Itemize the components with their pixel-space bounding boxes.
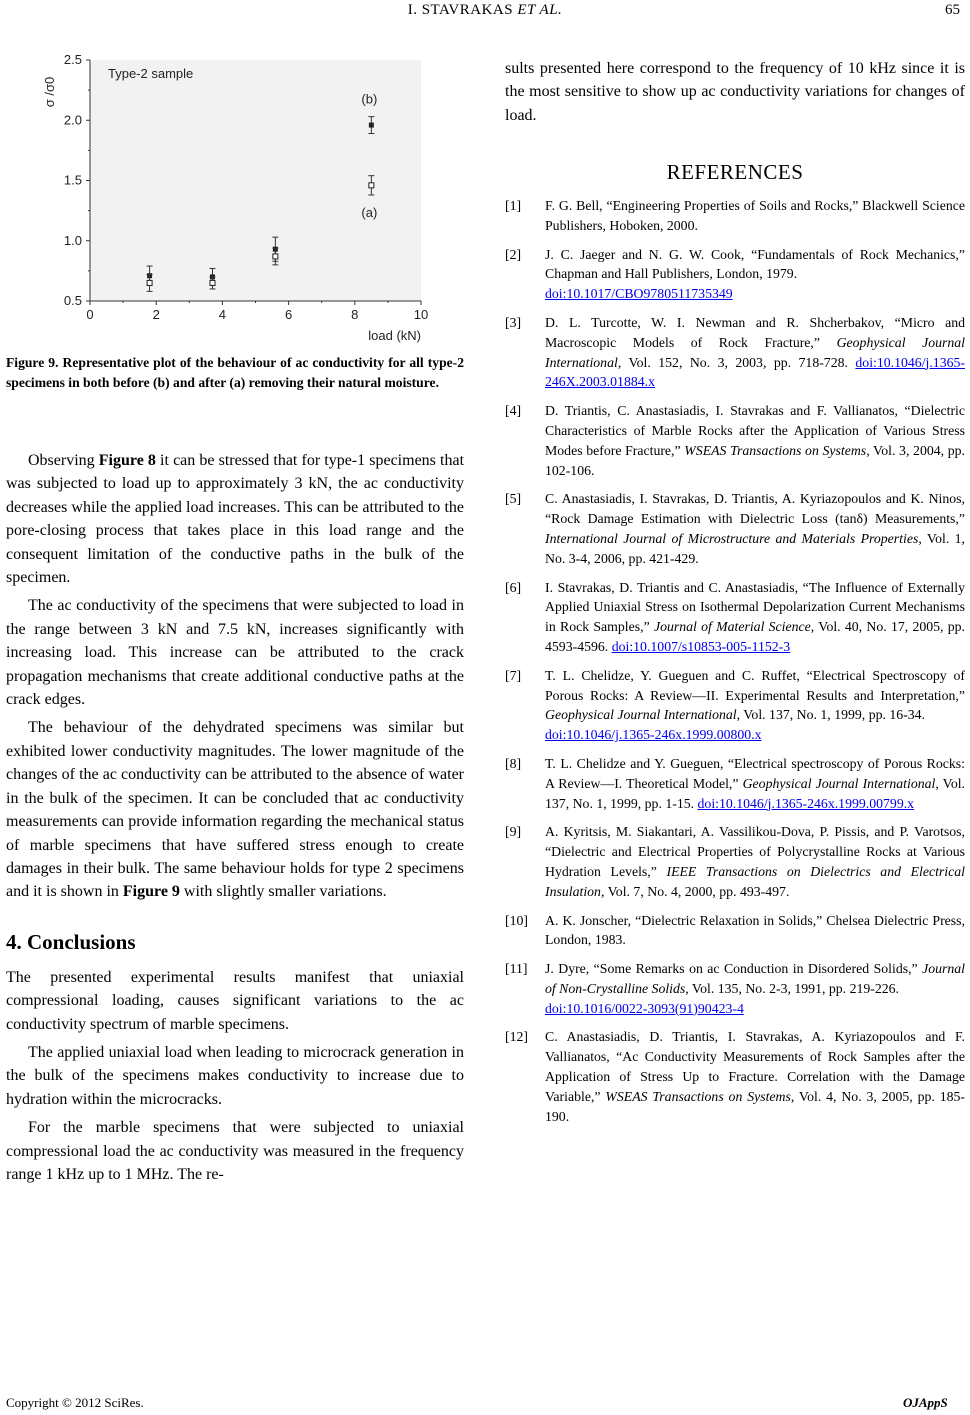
section-heading: 4. Conclusions [6,929,136,954]
reference-journal: Geophysical Journal International [742,775,936,791]
reference-text: C. Anastasiadis, I. Stavrakas, D. Triantis, A. Kyriazopoulos and K. Ninos, “Rock Damage Estimation with Dielectric Loss (tanδ) Measurements,” [545,491,965,527]
y-tick-label: 0.5 [63,293,82,308]
journal-name: OJAppS [903,1395,948,1410]
reference-details: , Vol. 152, No. 3, 2003, pp. 718-728. [617,354,856,370]
x-tick-label: 8 [351,307,359,322]
reference-text: J. C. Jaeger and N. G. W. Cook, “Fundamentals of Rock Mechanics,” Chapman and Hall Publishers, London, 1979. [545,246,965,282]
reference-journal: International Journal of Microstructure and Materials Properties [545,530,919,546]
figure-9 [40,50,440,345]
reference-text: D. Triantis, C. Anastasiadis, I. Stavrakas and F. Vallianatos, “Dielectric Characteristics of Marble Rocks after the Application of Various Stress Modes before Fracture,” [545,403,965,458]
reference-number: [6] [505,579,522,595]
x-tick-label: 0 [86,307,94,322]
reference-text: D. L. Turcotte, W. I. Newman and R. Shcherbakov, “Micro and Macroscopic Models of Rock Fracture,” [545,314,965,350]
y-tick-label: 2.5 [63,52,82,67]
reference-text: T. L. Chelidze and Y. Gueguen, “Electrical spectroscopy of Porous Rocks: A Review—I. Theoretical Model,” [545,755,965,791]
reference-journal: IEEE Transactions on Dielectrics and Electrical Insulation [545,863,965,899]
text-span: it can be stressed that for type-1 specimens that was subjected to load up to approximately 3 kN, the ac conductivity decreases while the applied load increases. This can be attributed to the pore-closing process that takes place in this load range and the consequent limitation of the conductive paths in the bulk of the specimen. [6,452,465,587]
reference-text: A. K. Jonscher, “Dielectric Relaxation in Solids,” Chelsea Dielectric Press, London, 1983. [545,912,965,948]
figure-ref: Figure 9 [122,883,180,901]
y-tick-label: 1.5 [63,172,82,188]
reference-item [505,196,965,236]
reference-item [505,959,965,1018]
reference-number: [1] [505,198,522,213]
reference-list [505,196,965,1135]
y-tick-label: 2.0 [63,112,82,128]
reference-number: [5] [505,491,522,507]
reference-details: , Vol. 40, No. 17, 2005, pp. 4593-4596. [545,619,965,654]
reference-details: , Vol. 137, No. 1, 1999, pp. 16-34. [736,707,926,723]
y-axis-label: σ /σ0 [42,76,57,108]
reference-item [505,245,965,304]
chart-title: Type-2 sample [108,66,194,81]
reference-journal: WSEAS Transactions on Systems [605,1088,791,1104]
paragraph-continued: sults presented here correspond to the frequency of 10 kHz since it is the most sensitive to show up ac conductivity variations for changes of load. [505,60,965,124]
reference-journal: Geophysical Journal International [545,334,965,370]
reference-number: [3] [505,314,522,330]
reference-item [505,401,965,480]
reference-journal: Journal of Material Science [653,619,811,635]
reference-item [505,911,965,951]
reference-text: F. G. Bell, “Engineering Properties of Soils and Rocks,” Blackwell Science Publishers, Hoboken, 2000. [545,198,965,233]
paragraph-1 [6,449,464,589]
reference-text: A. Kyritsis, M. Siakantari, A. Vassilikou-Dova, P. Pissis, and P. Varotsos, “Dielectric and Electrical Properties of Polycrystalline Rocks at Various Hydration Levels,” [545,824,965,879]
y-tick-label: 1.0 [63,232,82,248]
text-span: with slightly smaller variations. [179,883,387,901]
reference-details: , Vol. 7, No. 4, 2000, pp. 493-497. [600,883,790,899]
conductivity-chart [40,50,440,345]
reference-journal: Journal of Non-Crystalline Solids [545,961,965,996]
annotation-a: (a) [361,204,378,220]
x-tick-label: 2 [152,307,160,322]
doi-link[interactable]: doi:10.1046/j.1365-246x.1999.00799.x [697,795,915,811]
reference-item [505,666,965,745]
annotation-b: (b) [361,91,378,107]
x-axis-label: load (kN) [368,328,421,343]
reference-details: , Vol. 4, No. 3, 2005, pp. 185-190. [545,1088,965,1124]
reference-number: [12] [505,1029,528,1045]
reference-number: [2] [505,246,522,262]
reference-number: [11] [505,961,528,977]
text-span: The behaviour of the dehydrated specimens was similar but exhibited lower conductivity magnitudes. The lower magnitude of the changes of the ac conductivity can be attributed to the absence of water in the bulk of the specimen. It can be concluded that ac conductivity measurements can provide information regarding the mechanical status of marble specimens that have suffered stress enough to create damages in their bulk. The same behaviour holds for type 2 specimens and it is shown in [6,719,464,901]
reference-number: [9] [505,824,522,840]
reference-item [505,754,965,813]
data-point-open [273,254,278,259]
right-column-text [505,57,965,127]
figure-ref: Figure 8 [98,452,156,469]
header-author: I. STAVRAKAS [407,2,514,18]
page-number: 65 [945,2,960,18]
data-point-open [210,280,215,285]
figure-caption: Figure 9. Representative plot of the behaviour of ac conductivity for all type-2 specimens in both before (b) and after (a) removing their natural moisture. [6,355,464,390]
data-point-filled [369,123,374,128]
doi-link[interactable]: doi:10.1017/CBO9780511735349 [545,286,733,302]
reference-text: C. Anastasiadis, D. Triantis, I. Stavrakas, A. Kyriazopoulos and F. Vallianatos, “Ac Conductivity Measurements of Rock Samples after the Application of Stress Up to Fracture. Correlation with the Damage Variable,” [545,1029,965,1104]
reference-text: I. Stavrakas, D. Triantis and C. Anastasiadis, “The Influence of Externally Applied Uniaxial Stress on Isothermal Depolarization Current Mechanisms in Rock Samples,” [545,579,965,635]
reference-text: J. Dyre, “Some Remarks on ac Conduction in Disordered Solids,” [545,961,923,977]
paragraph-5: The applied uniaxial load when leading to microcrack generation in the bulk of the specimens makes conductivity to increase due to hydration within the microcracks. [6,1043,464,1108]
references-heading: REFERENCES [666,160,804,184]
reference-number: [8] [505,755,522,771]
reference-details: , Vol. 3, 2004, pp. 102-106. [545,442,965,478]
running-header [0,2,970,19]
reference-journal: WSEAS Transactions on Systems [684,442,867,458]
copyright-notice: Copyright © 2012 SciRes. [6,1395,144,1410]
header-etal: ET AL. [517,2,563,18]
doi-link[interactable]: doi:10.1007/s10853-005-1152-3 [611,638,791,654]
data-point-open [147,280,152,285]
doi-link[interactable]: doi:10.1046/j.1365-246x.1999.00800.x [545,727,762,743]
reference-item [505,1027,965,1126]
doi-link[interactable]: doi:10.1046/j.1365-246X.2003.01884.x [545,354,965,390]
reference-number: [10] [505,912,528,928]
x-tick-label: 6 [284,307,293,322]
doi-link[interactable]: doi:10.1016/0022-3093(91)90423-4 [545,1000,744,1016]
reference-item [505,489,965,568]
reference-item [505,822,965,901]
data-point-open [369,183,374,188]
reference-text: T. L. Chelidze, Y. Gueguen and C. Ruffet, “Electrical Spectroscopy of Porous Rocks: A Review—II. Experimental Results and Interpretation,” [545,667,965,703]
paragraph-3 [6,716,464,903]
paragraph-6: For the marble specimens that were subjected to uniaxial compressional load the ac conductivity was measured in the frequency range 1 kHz up to 1 MHz. The re- [6,1119,464,1183]
paragraph-4: The presented experimental results manifest that uniaxial compressional loading, causes significant variations to the ac conductivity spectrum of marble specimens. [6,968,464,1033]
x-tick-label: 10 [413,307,429,322]
paragraph-2: The ac conductivity of the specimens that were subjected to load in the range between 3 kN and 7.5 kN, increases significantly with increasing load. This increase can be attributed to the crack propagation mechanisms that create additional conductive paths at the crack edges. [6,597,464,709]
x-tick-label: 4 [218,307,227,322]
reference-number: [4] [505,403,522,419]
reference-journal: Geophysical Journal International [545,707,737,723]
reference-details: , Vol. 135, No. 2-3, 1991, pp. 219-226. [685,980,900,996]
reference-details: , Vol. 137, No. 1, 1999, pp. 1-15. [545,775,966,811]
left-column [6,449,464,1186]
reference-number: [7] [505,667,522,683]
reference-item [505,578,965,657]
text-span: Observing [28,452,99,469]
reference-details: , Vol. 1, No. 3-4, 2006, pp. 421-429. [545,530,965,566]
reference-item [505,313,965,392]
